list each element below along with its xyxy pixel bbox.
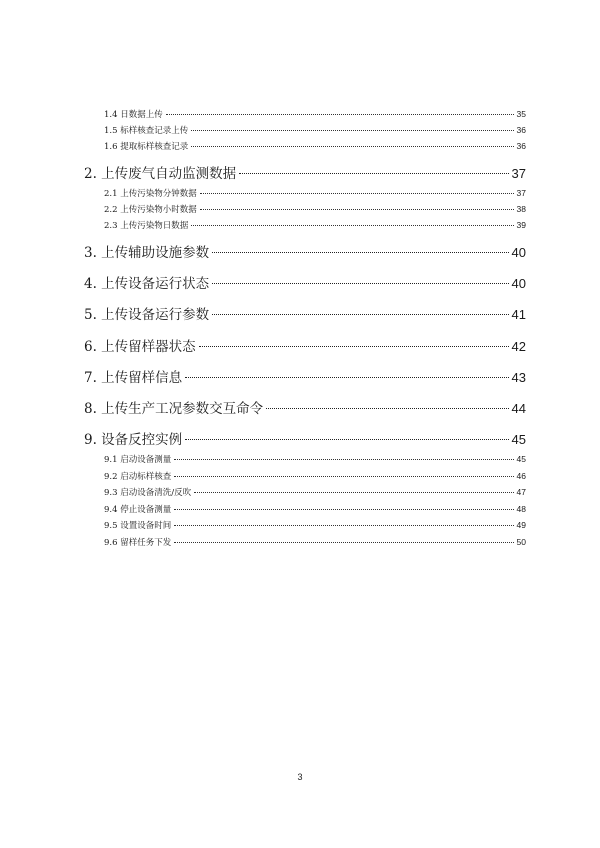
toc-entry-label: 9.1 启动设备测量	[104, 455, 172, 465]
toc-entry-page: 49	[516, 520, 526, 530]
dot-leader	[239, 173, 508, 174]
toc-entry-page: 37	[516, 188, 526, 198]
toc-section-page: 41	[511, 307, 526, 322]
toc-section-9[interactable]	[84, 428, 526, 448]
toc-entry-9-4[interactable]	[104, 503, 526, 515]
toc-entry-page: 39	[516, 220, 526, 230]
dot-leader	[174, 542, 513, 543]
toc-entry-2-2[interactable]	[104, 203, 526, 215]
toc-entry-9-3[interactable]	[104, 486, 526, 498]
dot-leader	[212, 283, 508, 284]
toc-entry-label: 9.4 停止设备测量	[104, 505, 172, 515]
dot-leader	[174, 459, 513, 460]
toc-section-2[interactable]	[84, 162, 526, 182]
toc-section-7[interactable]	[84, 366, 526, 386]
toc-section-label: 6. 上传留样器状态	[84, 339, 196, 355]
toc-entry-label: 9.6 留样任务下发	[104, 538, 172, 548]
toc-entry-label: 1.5 标样核查记录上传	[104, 126, 189, 136]
toc-section-6[interactable]	[84, 335, 526, 355]
dot-leader	[200, 193, 514, 194]
toc-section-label: 5. 上传设备运行参数	[84, 307, 210, 323]
toc-section-label: 8. 上传生产工况参数交互命令	[84, 401, 264, 417]
toc-section-label: 9. 设备反控实例	[84, 432, 183, 448]
dot-leader	[212, 314, 508, 315]
toc-section-label: 4. 上传设备运行状态	[84, 276, 210, 292]
toc-entry-page: 45	[516, 454, 526, 464]
toc-section-page: 40	[511, 276, 526, 291]
toc-entry-9-2[interactable]	[104, 470, 526, 482]
dot-leader	[212, 252, 508, 253]
dot-leader	[185, 377, 508, 378]
dot-leader	[166, 114, 514, 115]
toc-section-page: 43	[511, 370, 526, 385]
dot-leader	[200, 209, 514, 210]
dot-leader	[174, 525, 513, 526]
toc-section-label: 3. 上传辅助设施参数	[84, 245, 210, 261]
toc-section-8[interactable]	[84, 397, 526, 417]
toc-entry-1-5[interactable]	[104, 124, 526, 136]
toc-entry-label: 2.3 上传污染物日数据	[104, 221, 189, 231]
dot-leader	[174, 509, 513, 510]
toc-entry-page: 47	[516, 487, 526, 497]
toc-entry-page: 46	[516, 471, 526, 481]
toc-entry-page: 48	[516, 504, 526, 514]
toc-section-label: 2. 上传废气自动监测数据	[84, 166, 237, 182]
toc-entry-page: 50	[516, 537, 526, 547]
toc-entry-9-1[interactable]	[104, 453, 526, 465]
toc-entry-9-6[interactable]	[104, 536, 526, 548]
toc-section-page: 40	[511, 245, 526, 260]
toc-entry-label: 1.4 日数据上传	[104, 110, 163, 120]
toc-entry-2-1[interactable]	[104, 187, 526, 199]
dot-leader	[191, 130, 513, 131]
toc-entry-label: 2.1 上传污染物分钟数据	[104, 189, 197, 199]
toc-section-page: 37	[511, 166, 526, 181]
toc-entry-page: 36	[516, 141, 526, 151]
toc-section-page: 42	[511, 339, 526, 354]
toc-section-page: 44	[511, 401, 526, 416]
toc-section-page: 45	[511, 432, 526, 447]
toc-entry-page: 35	[516, 109, 526, 119]
toc-entry-1-4[interactable]	[104, 108, 526, 120]
toc-entry-label: 9.2 启动标样核查	[104, 472, 172, 482]
toc-section-label: 7. 上传留样信息	[84, 370, 183, 386]
dot-leader	[185, 439, 508, 440]
toc-entry-2-3[interactable]	[104, 219, 526, 231]
dot-leader	[174, 476, 513, 477]
dot-leader	[194, 492, 513, 493]
toc-section-5[interactable]	[84, 303, 526, 323]
toc-entry-label: 9.5 设置设备时间	[104, 521, 172, 531]
dot-leader	[191, 225, 513, 226]
toc-entry-label: 9.3 启动设备清洗/反吹	[104, 488, 192, 498]
toc-entry-page: 38	[516, 204, 526, 214]
toc-section-4[interactable]	[84, 272, 526, 292]
toc-entry-page: 36	[516, 125, 526, 135]
toc-entry-9-5[interactable]	[104, 519, 526, 531]
toc-entry-label: 1.6 提取标样核查记录	[104, 142, 189, 152]
toc-entry-label: 2.2 上传污染物小时数据	[104, 205, 197, 215]
toc-section-3[interactable]	[84, 241, 526, 261]
page-number: 3	[297, 772, 303, 782]
toc-entry-1-6[interactable]	[104, 140, 526, 152]
dot-leader	[191, 146, 513, 147]
dot-leader	[199, 346, 509, 347]
dot-leader	[266, 408, 508, 409]
